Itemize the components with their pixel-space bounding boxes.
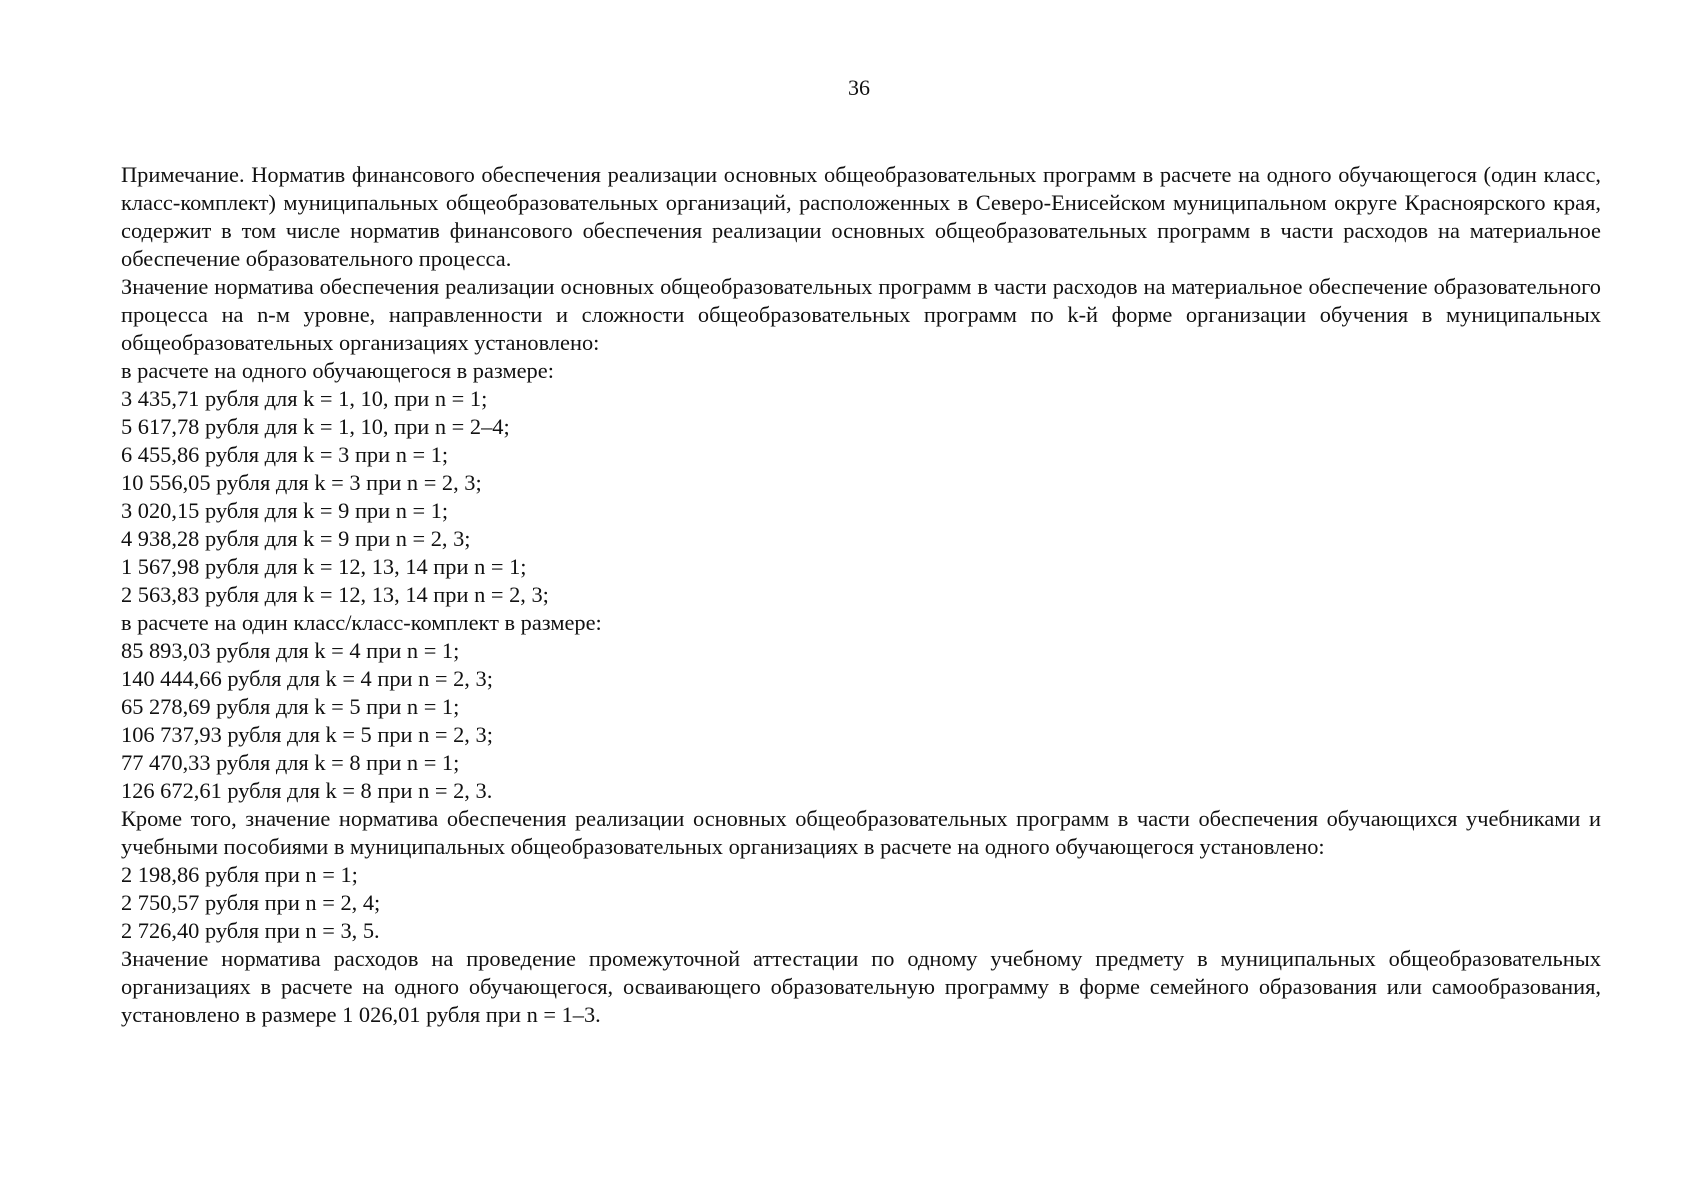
list-item: 106 737,93 рубля для k = 5 при n = 2, 3; xyxy=(121,722,493,747)
list-item: 10 556,05 рубля для k = 3 при n = 2, 3; xyxy=(121,470,482,495)
list-item: 2 750,57 рубля при n = 2, 4; xyxy=(121,890,381,915)
list-item: 3 435,71 рубля для k = 1, 10, при n = 1; xyxy=(121,386,488,411)
attestation-paragraph: Значение норматива расходов на проведение промежуточной аттестации по одному учебному предмету в муниципальных общеобразовательных организациях в расчете на одного обучающегося, осваивающего образовательную программу в форме семейного образования или самообразования, установлено в размере 1 026,01 рубля при n = 1–3. xyxy=(121,946,1601,1027)
material-intro-paragraph: Значение норматива обеспечения реализации основных общеобразовательных программ в части расходов на материальное обеспечение образовательного процесса на n-м уровне, направленности и сложности общеобразовательных программ по k-й форме организации обучения в муниципальных общеобразовательных организациях установлено: xyxy=(121,274,1601,355)
page-number: 36 xyxy=(848,75,870,100)
per-student-heading: в расчете на одного обучающегося в размере: xyxy=(121,358,554,383)
list-item: 126 672,61 рубля для k = 8 при n = 2, 3. xyxy=(121,778,493,803)
list-item: 3 020,15 рубля для k = 9 при n = 1; xyxy=(121,498,449,523)
list-item: 2 563,83 рубля для k = 12, 13, 14 при n = 2, 3; xyxy=(121,582,549,607)
list-item: 6 455,86 рубля для k = 3 при n = 1; xyxy=(121,442,449,467)
list-item: 65 278,69 рубля для k = 5 при n = 1; xyxy=(121,694,460,719)
list-item: 1 567,98 рубля для k = 12, 13, 14 при n = 1; xyxy=(121,554,527,579)
note-paragraph: Примечание. Норматив финансового обеспечения реализации основных общеобразовательных программ в расчете на одного обучающегося (один класс, класс-комплект) муниципальных общеобразовательных организаций, расположенных в Северо-Енисейском муниципальном округе Красноярского края, содержит в том числе норматив финансового обеспечения реализации основных общеобразовательных программ в части расходов на материальное обеспечение образовательного процесса. xyxy=(121,162,1601,271)
list-item: 2 726,40 рубля при n = 3, 5. xyxy=(121,918,380,943)
list-item: 5 617,78 рубля для k = 1, 10, при n = 2–4; xyxy=(121,414,510,439)
list-item: 4 938,28 рубля для k = 9 при n = 2, 3; xyxy=(121,526,471,551)
document-body xyxy=(121,161,1601,1029)
textbooks-intro-paragraph: Кроме того, значение норматива обеспечения реализации основных общеобразовательных программ в части обеспечения обучающихся учебниками и учебными пособиями в муниципальных общеобразовательных организациях в расчете на одного обучающегося установлено: xyxy=(121,806,1601,859)
per-class-heading: в расчете на один класс/класс-комплект в размере: xyxy=(121,610,602,635)
list-item: 77 470,33 рубля для k = 8 при n = 1; xyxy=(121,750,460,775)
list-item: 85 893,03 рубля для k = 4 при n = 1; xyxy=(121,638,460,663)
list-item: 140 444,66 рубля для k = 4 при n = 2, 3; xyxy=(121,666,493,691)
list-item: 2 198,86 рубля при n = 1; xyxy=(121,862,358,887)
